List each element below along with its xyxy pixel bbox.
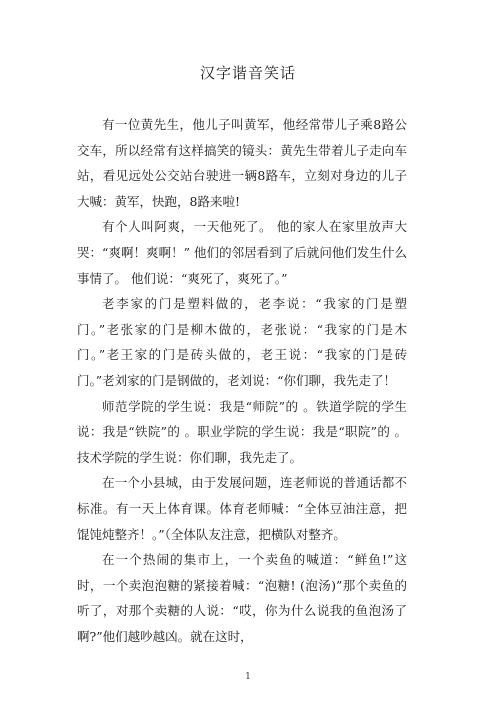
document-body	[77, 112, 407, 649]
paragraph: 在一个热闹的集市上，一个卖鱼的喊道：“鲜鱼!”这时，一个卖泡泡糖的紧接着喊：“泡糖! (泡汤)”那个卖鱼的听了，对那个卖糖的人说：“哎，你为什么说我的鱼泡汤了啊?”他们越吵越凶。就在这时，	[77, 552, 407, 644]
paragraph: 在一个小县城，由于发展问题，连老师说的普通话都不标准。有一天上体育课。体育老师喊：“全体豆油注意，把馄饨炖整齐！。”（全体队友注意，把横队对整齐。	[77, 475, 407, 542]
paragraph: 老李家的门是塑料做的，老李说：“我家的门是塑门。”老张家的门是柳木做的，老张说：“我家的门是木门。”老王家的门是砖头做的，老王说：“我家的门是砖门。”老刘家的门是钢做的，老刘说：“你们聊，我先走了！	[77, 296, 407, 388]
paragraph: 有个人叫阿爽，一天他死了。 他的家人在家里放声大哭：“爽啊！爽啊！” 他们的邻居看到了后就问他们发生什么事情了。 他们说：“爽死了，爽死了。”	[77, 219, 407, 286]
paragraph: 师范学院的学生说：我是“师院”的 。铁道学院的学生说：我是“铁院”的 。职业学院的学生说：我是“职院”的 。技术学院的学生说：你们聊，我先走了。	[77, 398, 407, 465]
page-number: 1	[245, 672, 251, 682]
paragraph: 有一位黄先生，他儿子叫黄军，他经常带儿子乘8路公交车，所以经常有这样搞笑的镜头：黄先生带着儿子走向车站，看见远处公交站台驶进一辆8路车，立刻对身边的儿子大喊：黄军，快跑，8路来啦!	[77, 117, 407, 209]
document-title: 汉字谐音笑话	[199, 64, 296, 82]
